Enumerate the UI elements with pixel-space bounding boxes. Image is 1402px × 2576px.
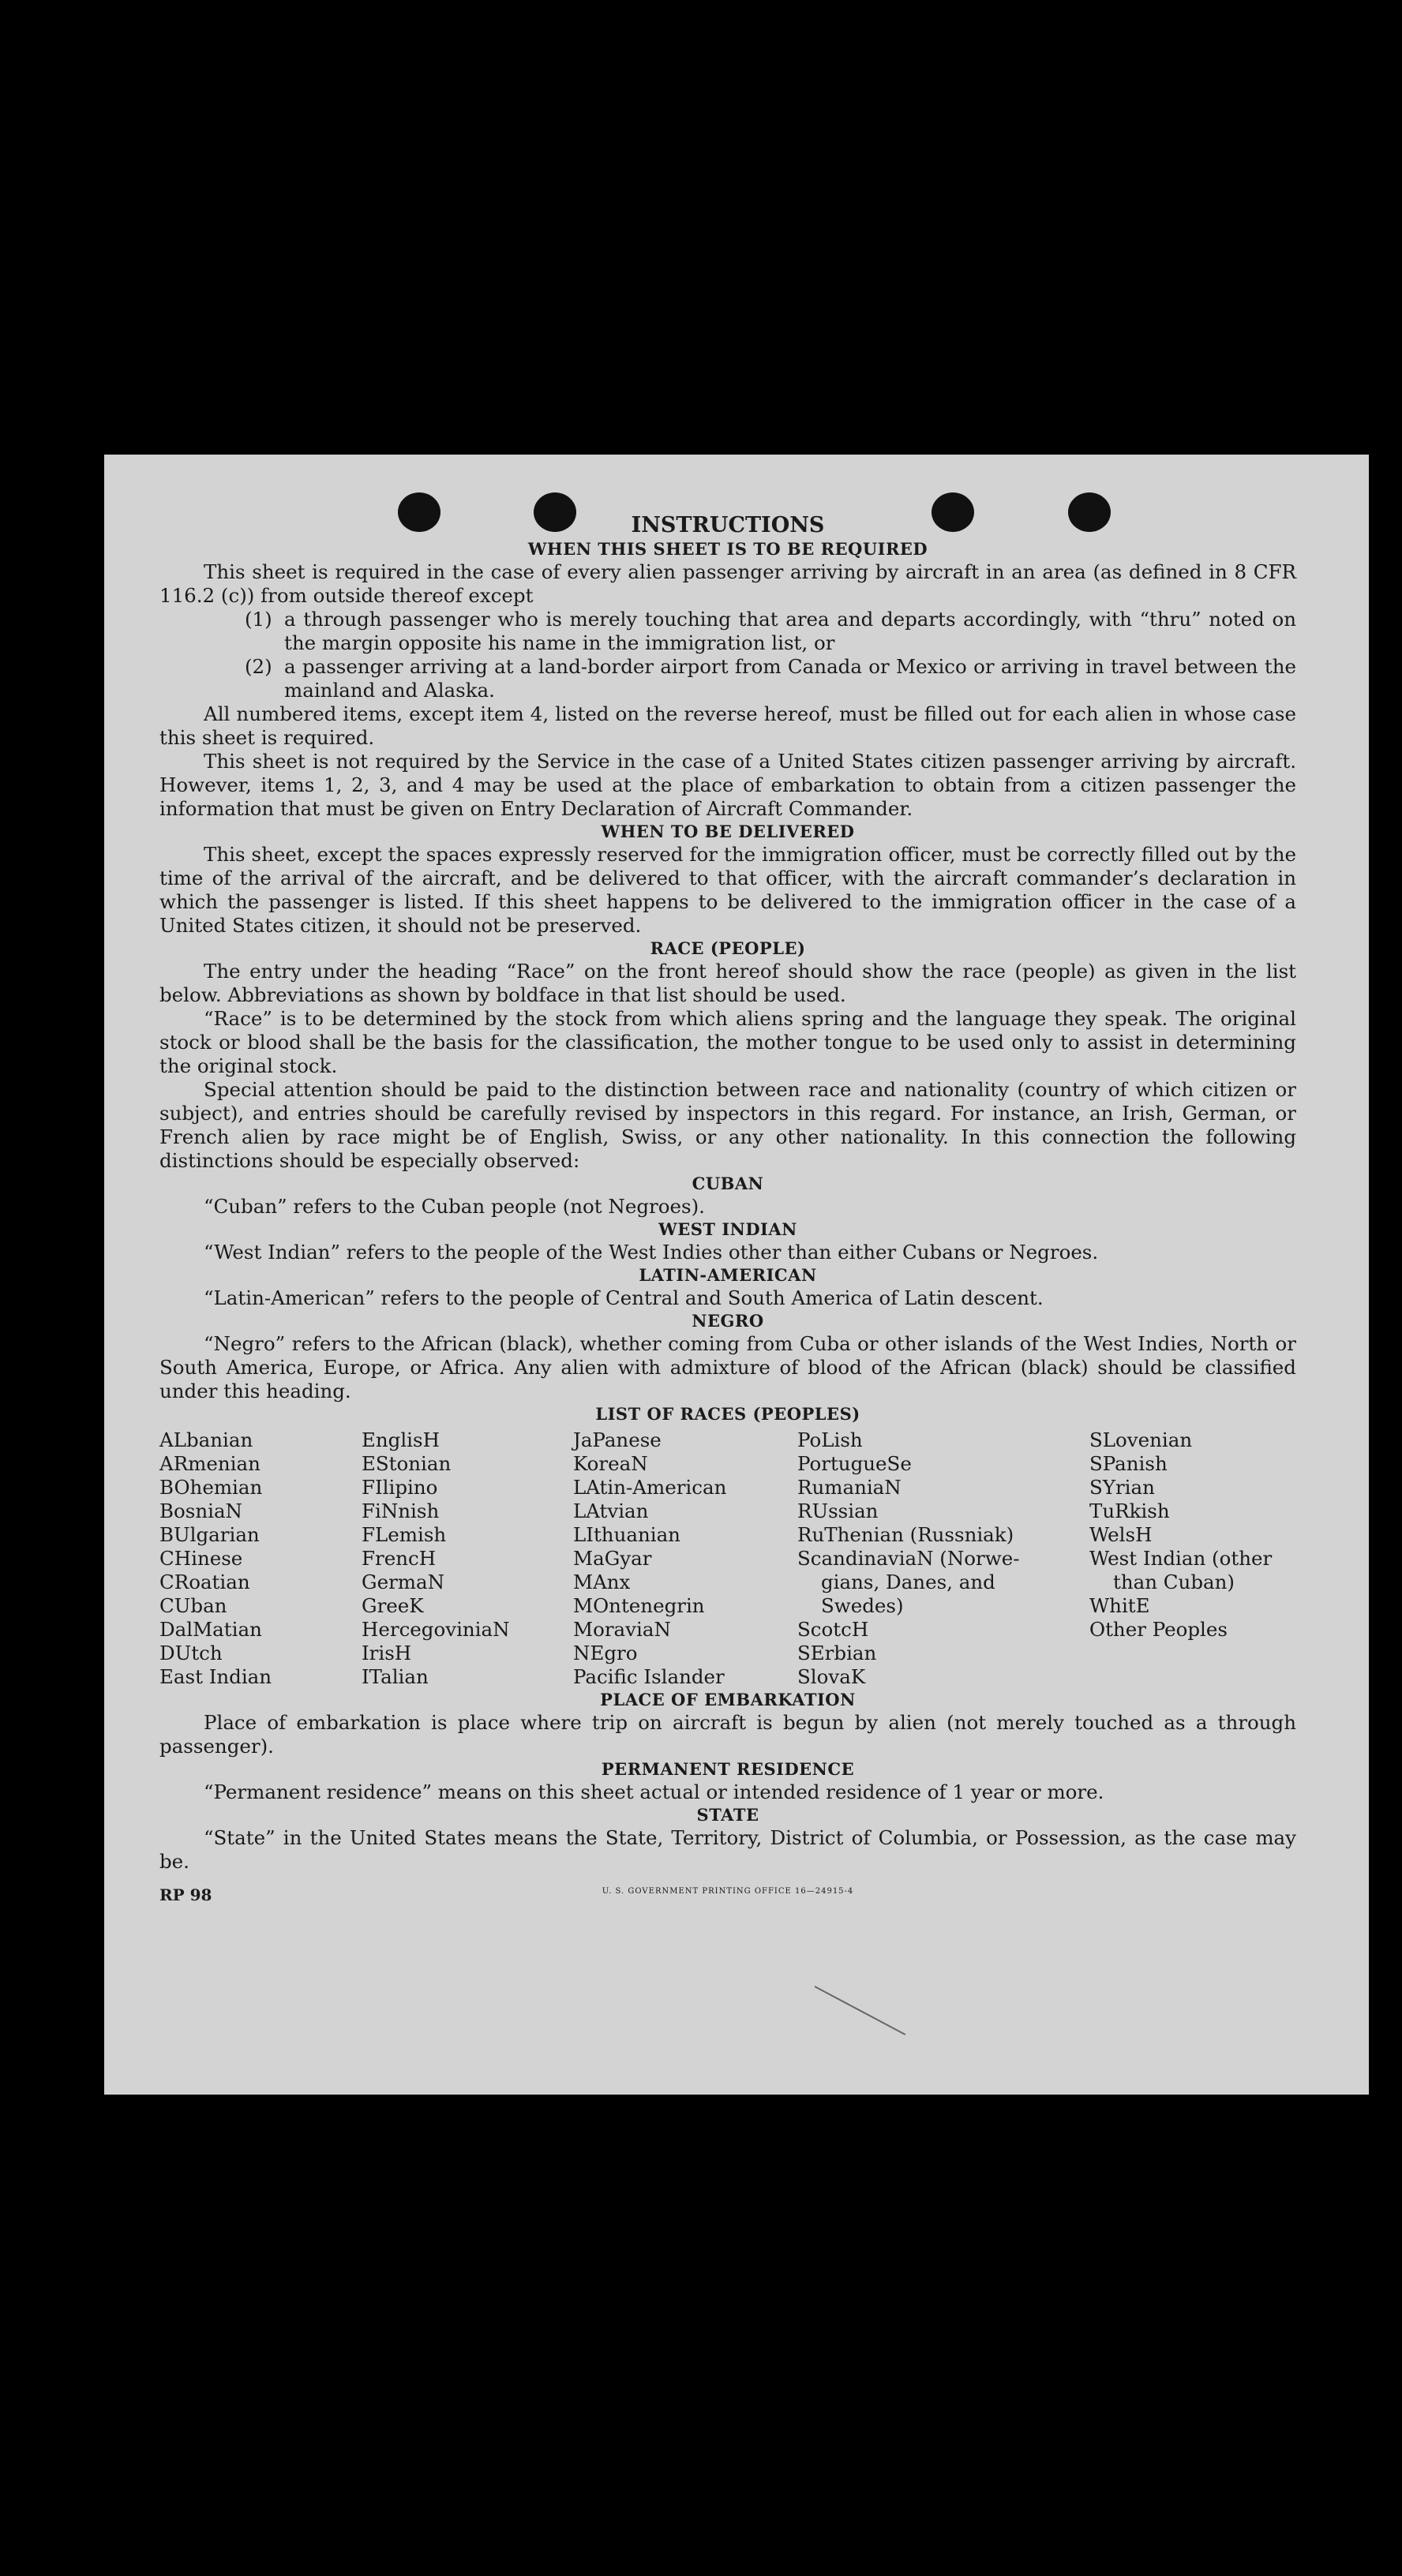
paragraph: The entry under the heading “Race” on the front hereof should show the race (people) as given in the list below. Abbreviations as shown by boldface in that list should be used. bbox=[159, 960, 1296, 1006]
printer-imprint: U. S. GOVERNMENT PRINTING OFFICE 16—24915-4 bbox=[602, 1887, 854, 1896]
subheading-latin-american: LATIN-AMERICAN bbox=[639, 1265, 817, 1285]
race-entry: DalMatian bbox=[159, 1618, 262, 1641]
paragraph: Special attention should be paid to the distinction between race and nationality (country of which citizen or subject), and entries should be carefully revised by inspectors in this regard. For instance, an Irish, German, or French alien by race might be of English, Swiss, or any other nationality. In this connection the following distinctions should be especially observed: bbox=[159, 1078, 1296, 1172]
paragraph: Place of embarkation is place where trip on aircraft is begun by alien (not merely touched as a through passenger). bbox=[159, 1711, 1296, 1758]
paragraph: All numbered items, except item 4, listed on the reverse hereof, must be filled out for each alien in whose case this sheet is required. bbox=[159, 702, 1296, 749]
race-entry: CHinese bbox=[159, 1547, 243, 1570]
subheading-west-indian: WEST INDIAN bbox=[658, 1219, 797, 1239]
race-entry: SPanish bbox=[1089, 1452, 1168, 1475]
race-entry: ARmenian bbox=[159, 1452, 261, 1475]
races-column bbox=[159, 1428, 362, 1689]
race-entry: PoLish bbox=[797, 1428, 863, 1451]
race-entry: RuThenian (Russniak) bbox=[797, 1523, 1014, 1546]
paragraph: “Race” is to be determined by the stock from which aliens spring and the language they speak. The original stock or blood shall be the basis for the classification, the mother tongue to be used only to assist in determining the original stock. bbox=[159, 1007, 1296, 1077]
section-heading-state: STATE bbox=[696, 1805, 759, 1825]
race-entry: gians, Danes, and bbox=[821, 1571, 995, 1593]
paragraph: “Cuban” refers to the Cuban people (not Negroes). bbox=[204, 1195, 705, 1218]
section-heading-embarkation: PLACE OF EMBARKATION bbox=[600, 1690, 856, 1709]
item-number: (2) bbox=[245, 655, 272, 678]
race-entry: Swedes) bbox=[821, 1594, 904, 1617]
race-entry: FLemish bbox=[362, 1523, 447, 1546]
paragraph: This sheet, except the spaces expressly reserved for the immigration officer, must be correctly filled out by the time of the arrival of the aircraft, and be delivered to that officer, with the aircraft commander’s declaration in which the passenger is listed. If this sheet happens to be delivered to the immigration officer in the case of a United States citizen, it should not be preserved. bbox=[159, 843, 1296, 937]
race-entry: Other Peoples bbox=[1089, 1618, 1228, 1641]
race-entry: East Indian bbox=[159, 1665, 272, 1688]
paragraph: “Negro” refers to the African (black), whether coming from Cuba or other islands of the West Indies, North or South America, Europe, or Africa. Any alien with admixture of blood of the African (black) should be classified under this heading. bbox=[159, 1332, 1296, 1402]
subheading-cuban: CUBAN bbox=[692, 1174, 764, 1193]
paragraph: “Permanent residence” means on this sheet actual or intended residence of 1 year or more. bbox=[204, 1780, 1104, 1803]
race-entry: EnglisH bbox=[362, 1428, 440, 1451]
section-heading-list-of-races: LIST OF RACES (PEOPLES) bbox=[595, 1404, 860, 1424]
section-heading-permanent-residence: PERMANENT RESIDENCE bbox=[601, 1759, 855, 1779]
section-heading-delivered: WHEN TO BE DELIVERED bbox=[601, 822, 855, 841]
paragraph: This sheet is not required by the Service in the case of a United States citizen passenger arriving by aircraft. However, items 1, 2, 3, and 4 may be used at the place of embarkation to obtain from a citizen passenger the information that must be given on Entry Declaration of Aircraft Commander. bbox=[159, 750, 1296, 820]
race-entry: CRoatian bbox=[159, 1571, 250, 1593]
race-entry: EStonian bbox=[362, 1452, 452, 1475]
race-entry: SlovaK bbox=[797, 1665, 866, 1688]
race-entry: LIthuanian bbox=[573, 1523, 680, 1546]
race-entry: KoreaN bbox=[573, 1452, 648, 1475]
race-entry: MoraviaN bbox=[573, 1618, 671, 1641]
race-entry: CUban bbox=[159, 1594, 227, 1617]
form-number: RP 98 bbox=[159, 1885, 212, 1904]
race-entry: BosniaN bbox=[159, 1500, 242, 1522]
race-entry: ScotcH bbox=[797, 1618, 869, 1641]
race-entry: PortugueSe bbox=[797, 1452, 912, 1475]
item-number: (1) bbox=[245, 608, 272, 631]
races-column bbox=[573, 1428, 797, 1689]
race-entry: Pacific Islander bbox=[573, 1665, 725, 1688]
race-entry: DUtch bbox=[159, 1642, 223, 1664]
race-entry: LAtvian bbox=[573, 1500, 649, 1522]
race-entry: West Indian (other bbox=[1089, 1547, 1273, 1570]
scratch-mark bbox=[815, 1986, 906, 2035]
race-entry: ScandinaviaN (Norwe- bbox=[797, 1547, 1020, 1570]
race-entry: SYrian bbox=[1089, 1476, 1155, 1499]
instruction-sheet bbox=[104, 455, 1369, 2095]
race-entry: TuRkish bbox=[1089, 1500, 1170, 1522]
section-heading-race: RACE (PEOPLE) bbox=[650, 938, 806, 958]
footer bbox=[159, 1880, 1296, 1904]
paragraph: This sheet is required in the case of every alien passenger arriving by aircraft in an area (as defined in 8 CFR 116.2 (c)) from outside thereof except bbox=[159, 560, 1296, 607]
item-text: a through passenger who is merely touching that area and departs accordingly, with “thru” noted on the margin opposite his name in the immigration list, or bbox=[284, 608, 1296, 654]
paragraph: “Latin-American” refers to the people of Central and South America of Latin descent. bbox=[204, 1286, 1044, 1309]
race-entry: FiNnish bbox=[362, 1500, 440, 1522]
race-entry: ITalian bbox=[362, 1665, 429, 1688]
race-entry: IrisH bbox=[362, 1642, 412, 1664]
subheading-negro: NEGRO bbox=[692, 1311, 764, 1331]
page-title: INSTRUCTIONS bbox=[631, 513, 825, 537]
sheet-content bbox=[159, 513, 1296, 1904]
race-entry: BUlgarian bbox=[159, 1523, 260, 1546]
race-entry: GermaN bbox=[362, 1571, 445, 1593]
race-entry: HercegoviniaN bbox=[362, 1618, 510, 1641]
race-entry: FrencH bbox=[362, 1547, 437, 1570]
paragraph: “West Indian” refers to the people of the West Indies other than either Cubans or Negroes. bbox=[204, 1241, 1099, 1264]
race-entry: than Cuban) bbox=[1113, 1571, 1235, 1593]
list-item bbox=[159, 655, 1296, 702]
race-entry: RUssian bbox=[797, 1500, 879, 1522]
race-entry: BOhemian bbox=[159, 1476, 263, 1499]
race-entry: ALbanian bbox=[159, 1428, 253, 1451]
race-entry: FIlipino bbox=[362, 1476, 438, 1499]
races-column bbox=[797, 1428, 1089, 1689]
races-column bbox=[1089, 1428, 1296, 1689]
section-heading-required: WHEN THIS SHEET IS TO BE REQUIRED bbox=[527, 539, 928, 559]
race-entry: RumaniaN bbox=[797, 1476, 902, 1499]
race-entry: SLovenian bbox=[1089, 1428, 1193, 1451]
race-entry: WelsH bbox=[1089, 1523, 1153, 1546]
race-entry: GreeK bbox=[362, 1594, 424, 1617]
list-item bbox=[159, 608, 1296, 655]
paragraph: “State” in the United States means the State, Territory, District of Columbia, or Possession, as the case may be. bbox=[159, 1826, 1296, 1873]
race-entry: MOntenegrin bbox=[573, 1594, 705, 1617]
races-list bbox=[159, 1428, 1296, 1689]
race-entry: WhitE bbox=[1089, 1594, 1150, 1617]
race-entry: JaPanese bbox=[573, 1428, 662, 1451]
race-entry: NEgro bbox=[573, 1642, 638, 1664]
race-entry: LAtin-American bbox=[573, 1476, 727, 1499]
race-entry: MaGyar bbox=[573, 1547, 652, 1570]
races-column bbox=[362, 1428, 573, 1689]
race-entry: MAnx bbox=[573, 1571, 631, 1593]
race-entry: SErbian bbox=[797, 1642, 877, 1664]
item-text: a passenger arriving at a land-border airport from Canada or Mexico or arriving in travel between the mainland and Alaska. bbox=[284, 655, 1296, 702]
